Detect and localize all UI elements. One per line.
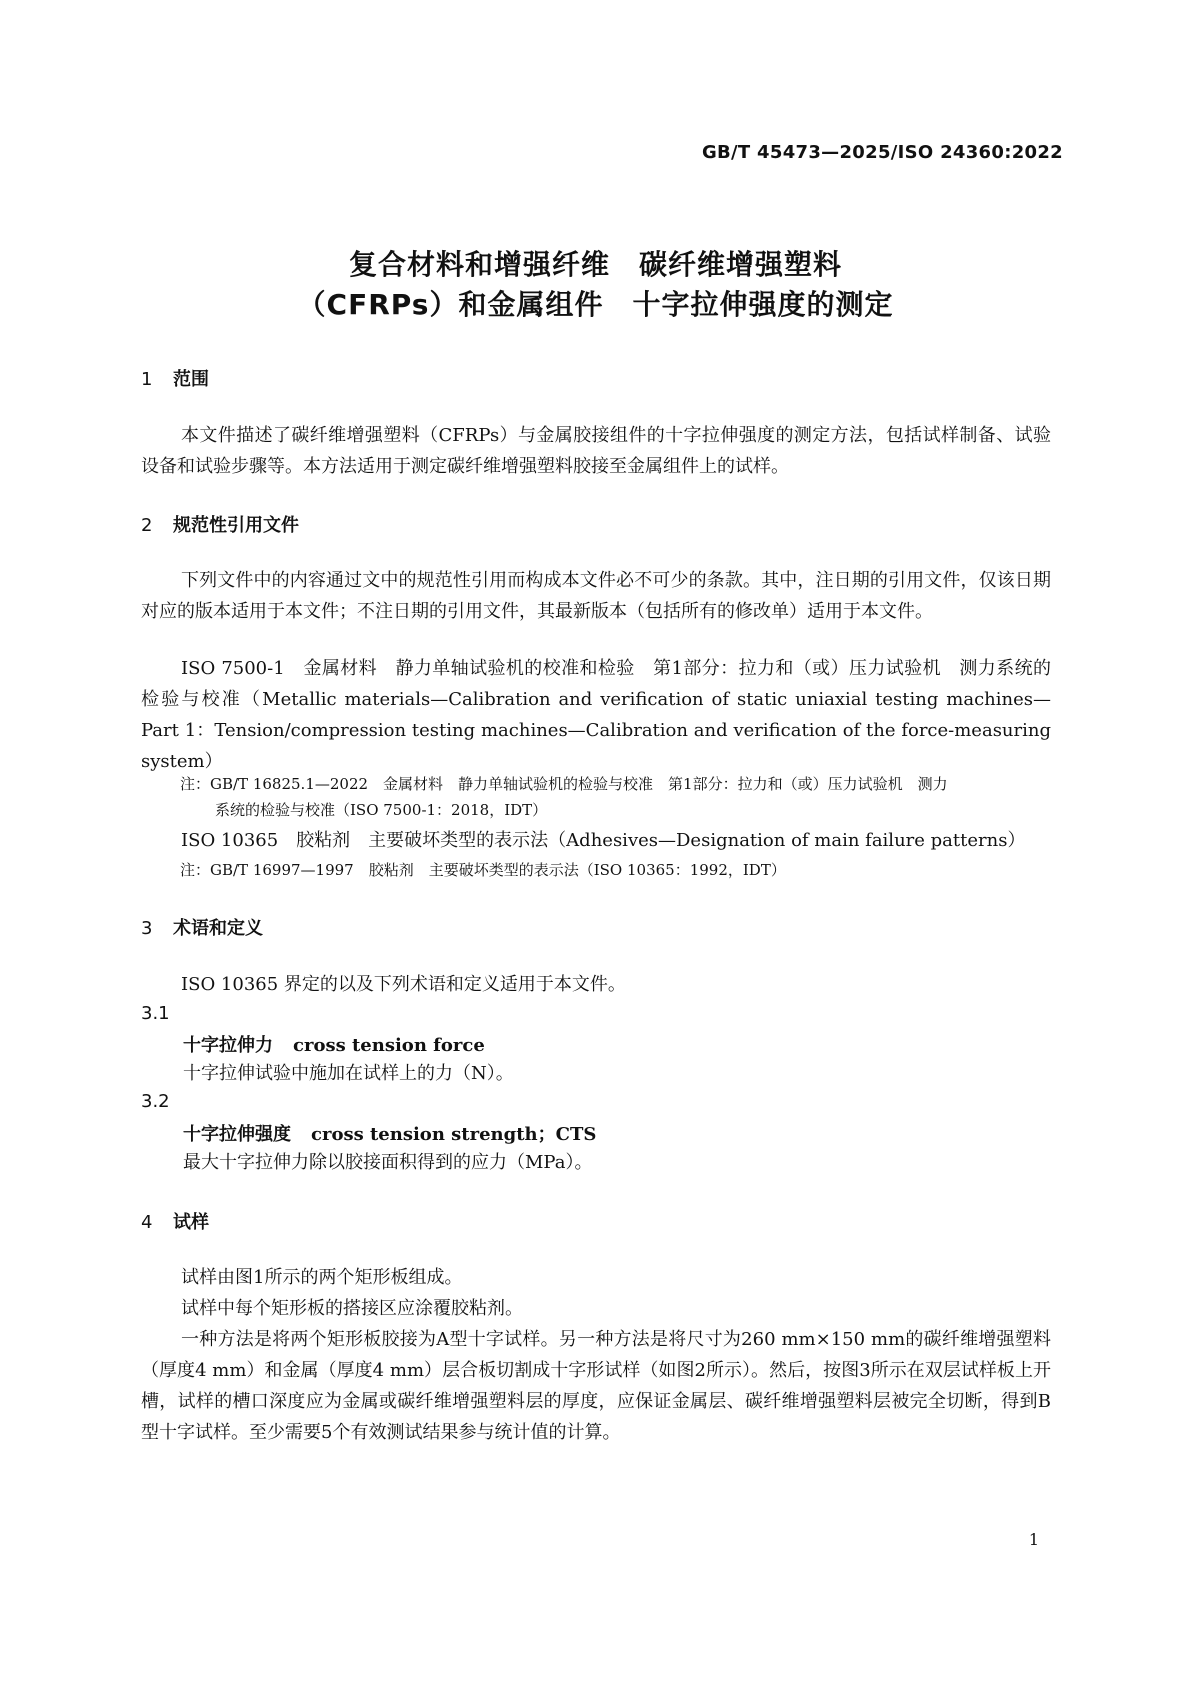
document-title-line-1: 复合材料和增强纤维 碳纤维增强塑料 [348,248,842,281]
note-line: 系统的检验与校准（ISO 7500-1：2018，IDT） [215,801,548,819]
section-2-heading [141,511,299,537]
section-4-paragraph-1: 试样由图1所示的两个矩形板组成。 [181,1267,463,1288]
term-chinese: 十字拉伸强度 [183,1124,291,1145]
term-3-2 [183,1120,596,1146]
document-title-line-2: （CFRPs）和金属组件 十字拉伸强度的测定 [297,288,894,321]
term-3-2-definition: 最大十字拉伸力除以胶接面积得到的应力（MPa）。 [183,1152,593,1173]
section-number: 4 [141,1212,153,1233]
note-reference-2: 注：GB/T 16997—1997 胶粘剂 主要破坏类型的表示法（ISO 10365：1992，IDT） [180,861,786,879]
term-3-1-number: 3.1 [141,1003,170,1024]
section-3-paragraph: ISO 10365 界定的以及下列术语和定义适用于本文件。 [181,974,626,995]
page-number: 1 [1028,1530,1039,1549]
section-1-heading [141,365,209,391]
section-4-paragraph-2: 试样中每个矩形板的搭接区应涂覆胶粘剂。 [181,1298,523,1319]
reference-iso-10365: ISO 10365 胶粘剂 主要破坏类型的表示法（Adhesives—Designation of main failure patterns） [181,830,1026,851]
term-english: cross tension strength；CTS [311,1124,597,1145]
reference-iso-7500-1: ISO 7500-1 金属材料 静力单轴试验机的校准和检验 第1部分：拉力和（或）压力试验机 测力系统的检验与校准（Metallic materials—Calibration and verification of static uniaxial testing machines—Part 1：Tension/compression testing machines—Calibration and verification of the force-measuring system） [141,658,1051,772]
term-3-1 [183,1031,485,1057]
section-number: 3 [141,918,153,939]
term-chinese: 十字拉伸力 [183,1035,273,1056]
section-2-paragraph: 下列文件中的内容通过文中的规范性引用而构成本文件必不可少的条款。其中，注日期的引用文件，仅该日期对应的版本适用于本文件；不注日期的引用文件，其最新版本（包括所有的修改单）适用于本文件。 [141,570,1051,622]
section-4-paragraph-3: 一种方法是将两个矩形板胶接为A型十字试样。另一种方法是将尺寸为260 mm×150 mm的碳纤维增强塑料（厚度4 mm）和金属（厚度4 mm）层合板切割成十字形试样（如图2所示）。然后，按图3所示在双层试样板上开槽，试样的槽口深度应为金属或碳纤维增强塑料层的厚度，应保证金属层、碳纤维增强塑料层被完全切断，得到B型十字试样。至少需要5个有效测试结果参与统计值的计算。 [141,1329,1051,1443]
section-title: 规范性引用文件 [173,515,299,536]
section-number: 1 [141,369,153,390]
section-1-paragraph: 本文件描述了碳纤维增强塑料（CFRPs）与金属胶接组件的十字拉伸强度的测定方法，包括试样制备、试验设备和试验步骤等。本方法适用于测定碳纤维增强塑料胶接至金属组件上的试样。 [141,425,1051,477]
section-number: 2 [141,515,153,536]
section-title: 术语和定义 [173,918,263,939]
term-english: cross tension force [293,1035,485,1056]
standard-code: GB/T 45473—2025/ISO 24360:2022 [701,142,1063,163]
section-title: 试样 [173,1212,209,1233]
note-reference-1 [180,771,1050,823]
section-3-heading [141,914,263,940]
note-line: 注：GB/T 16825.1—2022 金属材料 静力单轴试验机的检验与校准 第1部分：拉力和（或）压力试验机 测力 [180,775,948,793]
term-3-2-number: 3.2 [141,1091,170,1112]
term-3-1-definition: 十字拉伸试验中施加在试样上的力（N）。 [183,1063,514,1084]
section-title: 范围 [173,369,209,390]
section-4-heading [141,1208,209,1234]
